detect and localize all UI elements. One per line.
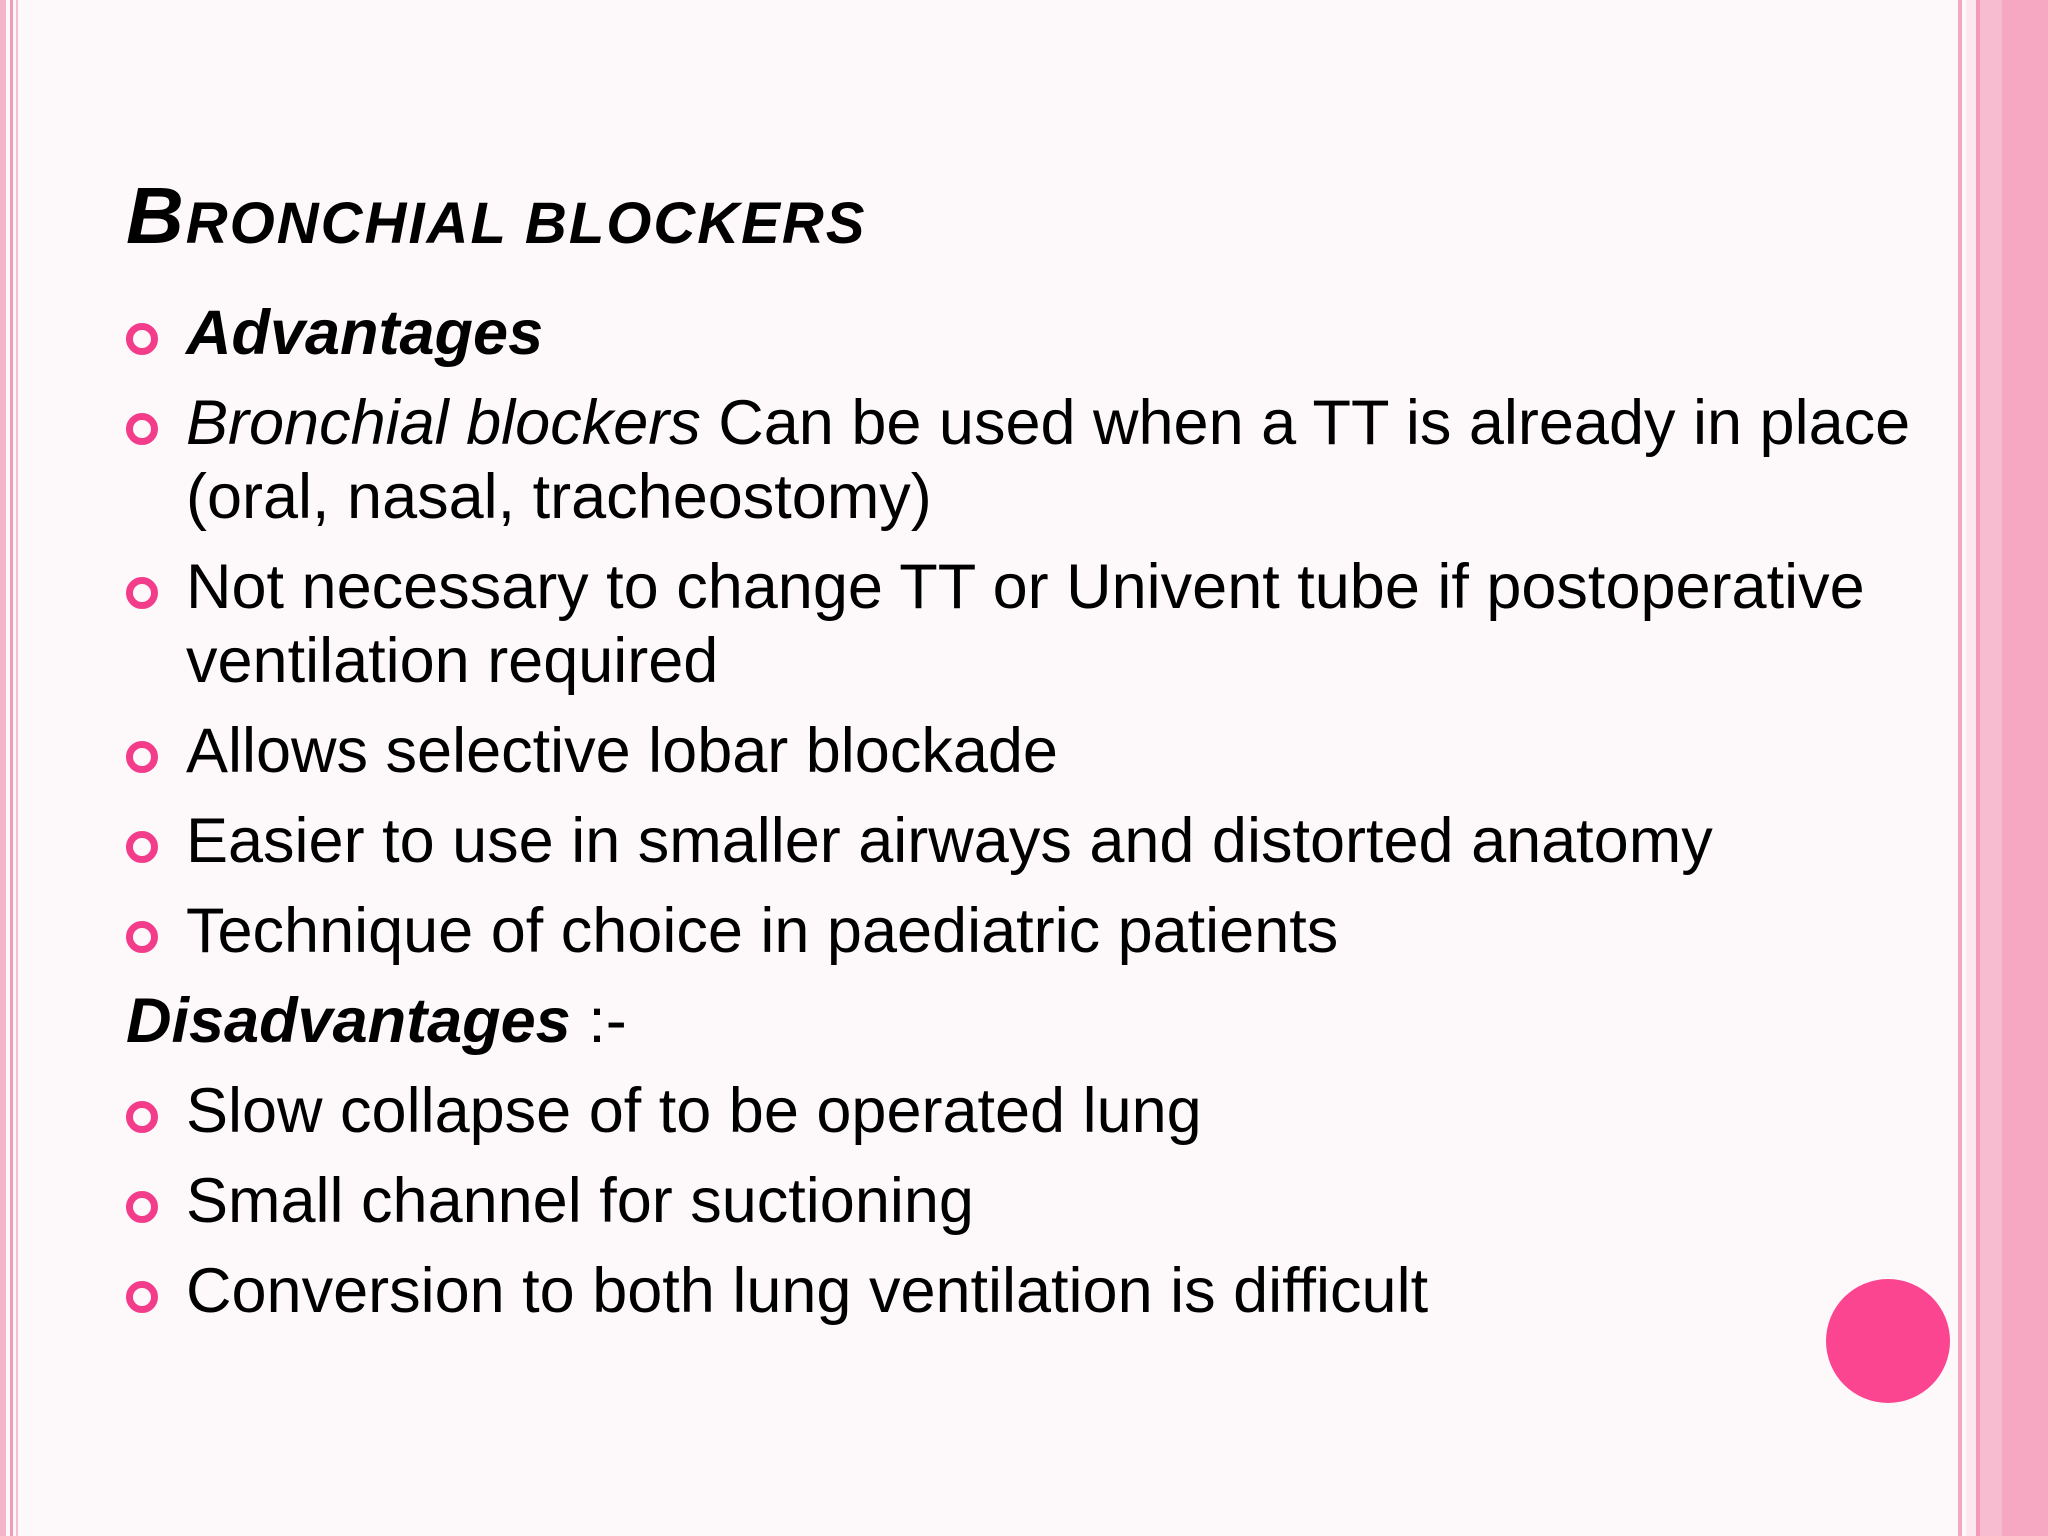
ring-bullet-icon [126, 1101, 158, 1133]
ring-bullet-icon [126, 831, 158, 863]
ring-bullet-icon [126, 577, 158, 609]
ring-bullet-icon [126, 413, 158, 445]
list-item-text: Allows selective lobar blockade [186, 716, 1058, 786]
list-item [126, 1074, 1926, 1148]
list-item-text: Small channel for suctioning [186, 1166, 974, 1236]
list-item [126, 804, 1926, 878]
list-item-text: Technique of choice in paediatric patients [186, 896, 1339, 966]
list-item-text: Easier to use in smaller airways and distorted anatomy [186, 806, 1713, 876]
ring-bullet-icon [126, 741, 158, 773]
list-item [126, 894, 1926, 968]
list-item-italic-text: Bronchial blockers [186, 388, 701, 458]
right-border-stripe [1958, 0, 1962, 1536]
right-border-stripe [2002, 0, 2048, 1536]
list-item [126, 1164, 1926, 1238]
right-border-stripe [1966, 0, 1976, 1536]
list-item [126, 714, 1926, 788]
slide-title [126, 170, 866, 262]
title-first-letter: B [126, 171, 186, 260]
ring-bullet-icon [126, 1191, 158, 1223]
list-item [126, 386, 1926, 534]
disadvantages-suffix: :- [570, 986, 627, 1056]
list-item [126, 550, 1926, 698]
right-border-stripe [1980, 0, 2002, 1536]
ring-bullet-icon [126, 1281, 158, 1313]
left-border-line [16, 0, 18, 1536]
disadvantages-line [126, 984, 1926, 1058]
left-border-line [0, 0, 6, 1536]
list-item-text: Conversion to both lung ventilation is difficult [186, 1256, 1429, 1326]
left-border-line [10, 0, 13, 1536]
advantages-heading: Advantages [186, 298, 544, 368]
list-item [126, 1254, 1926, 1328]
disadvantages-heading: Disadvantages [126, 986, 571, 1056]
ring-bullet-icon [126, 323, 158, 355]
list-item-text: Can be used when a TT is already in place (oral, nasal, tracheostomy) [186, 388, 1911, 532]
list-item-text: Slow collapse of to be operated lung [186, 1076, 1202, 1146]
ring-bullet-icon [126, 921, 158, 953]
title-rest: RONCHIAL BLOCKERS [185, 191, 867, 256]
slide-body [126, 296, 1926, 1344]
list-item-text: Not necessary to change TT or Univent tube if postoperative ventilation required [186, 552, 1865, 696]
list-item [126, 296, 1926, 370]
